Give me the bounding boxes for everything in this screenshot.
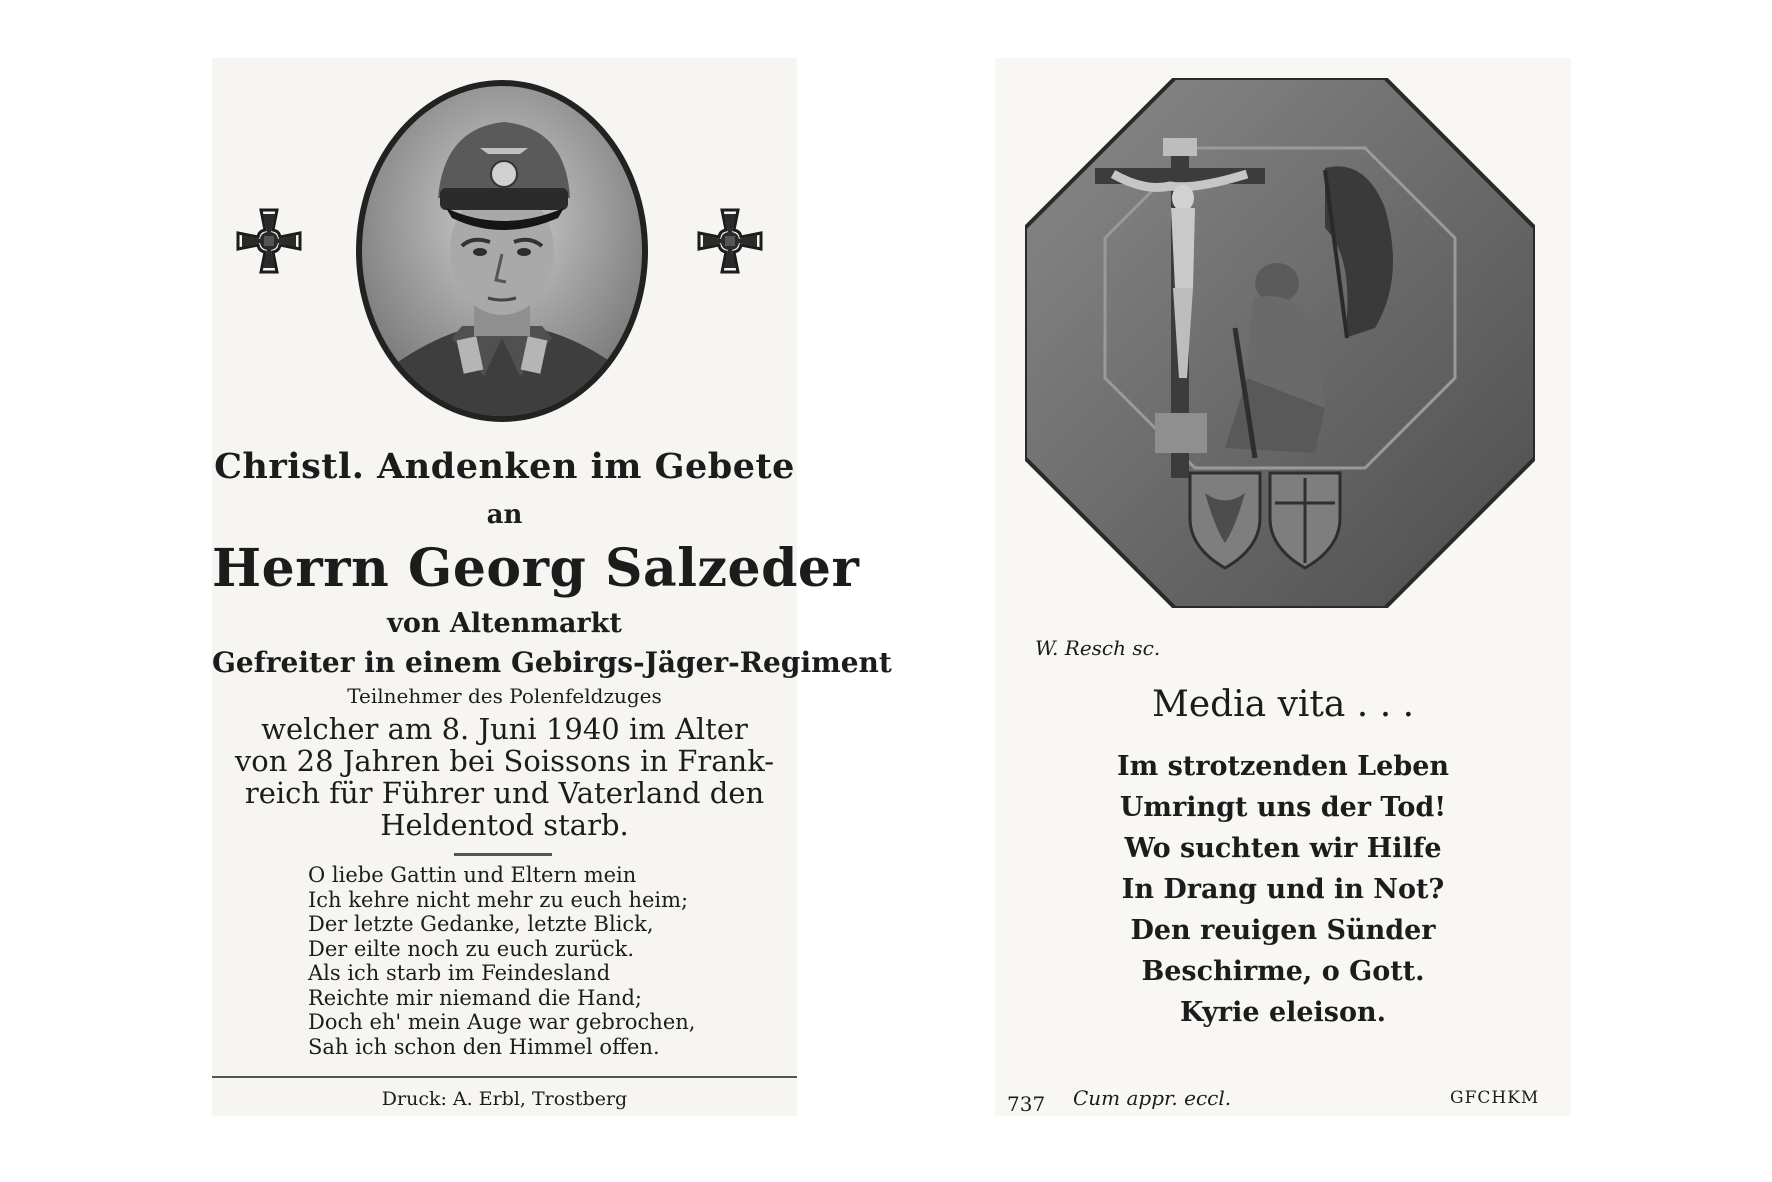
poem-line: Reichte mir niemand die Hand;	[308, 985, 643, 1010]
deceased-rank: Gefreiter in einem Gebirgs-Jäger-Regiment	[212, 646, 892, 679]
poem-line: Der eilte noch zu euch zurück.	[308, 936, 635, 961]
prayer-line: Kyrie eleison.	[1179, 997, 1387, 1028]
prayer-line: Im strotzenden Leben	[1116, 751, 1450, 782]
campaign-line: Teilnehmer des Polenfeldzuges	[347, 684, 662, 708]
death-line: von 28 Jahren bei Soissons in Frank-	[234, 744, 775, 778]
publisher-code: GFCHKM	[1450, 1088, 1540, 1108]
card-number: 737	[1007, 1092, 1046, 1116]
prayer-line: Beschirme, o Gott.	[1141, 956, 1425, 987]
divider-long	[212, 1076, 797, 1078]
poem-line: Als ich starb im Feindesland	[308, 961, 611, 985]
memorial-card-back	[995, 58, 1571, 1116]
poem-line: Sah ich schon den Himmel offen.	[308, 1034, 660, 1059]
poem-line: Doch eh' mein Auge war gebrochen,	[308, 1010, 696, 1034]
memorial-an: an	[486, 500, 523, 530]
crucifixion-relief-image	[1025, 78, 1535, 608]
soldier-portrait	[352, 76, 652, 426]
poem-line: Ich kehre nicht mehr zu euch heim;	[308, 887, 689, 912]
prayer-line: Den reuigen Sünder	[1130, 915, 1436, 946]
prayer-title: Media vita . . .	[1151, 684, 1415, 725]
church-approval: Cum appr. eccl.	[1073, 1086, 1232, 1110]
death-line: Heldentod starb.	[380, 808, 629, 842]
deceased-name: Herrn Georg Salzeder	[212, 538, 860, 599]
poem-line: Der letzte Gedanke, letzte Blick,	[308, 912, 654, 936]
prayer-line: Wo suchten wir Hilfe	[1124, 833, 1442, 864]
death-text	[212, 713, 797, 841]
printer-credit: Druck: A. Erbl, Trostberg	[381, 1088, 628, 1110]
poem-line: O liebe Gattin und Eltern mein	[308, 863, 637, 887]
memorial-card-front	[212, 58, 892, 1116]
prayer-line: Umringt uns der Tod!	[1119, 792, 1447, 823]
deceased-origin: von Altenmarkt	[387, 608, 622, 639]
iron-cross-right-icon	[697, 208, 763, 274]
artist-credit: W. Resch sc.	[1035, 636, 1161, 660]
death-line: reich für Führer und Vaterland den	[244, 776, 765, 810]
prayer-text	[995, 746, 1571, 1033]
memorial-poem	[308, 863, 695, 1059]
memorial-heading: Christl. Andenken im Gebete	[214, 446, 795, 487]
divider-short	[454, 853, 552, 856]
prayer-line: In Drang und in Not?	[1121, 874, 1445, 905]
death-line: welcher am 8. Juni 1940 im Alter	[261, 712, 748, 746]
iron-cross-left-icon	[236, 208, 302, 274]
